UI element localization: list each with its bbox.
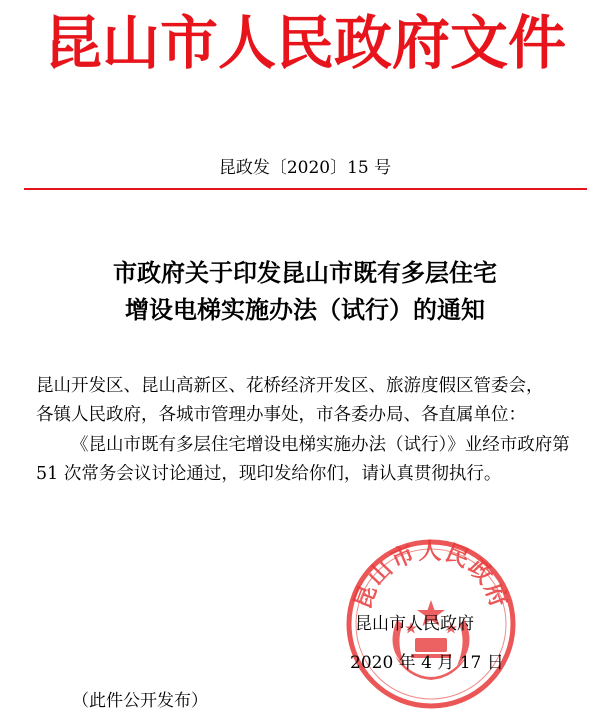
issuer-signature: 昆山市人民政府: [355, 614, 474, 634]
document-number: 昆政发〔2020〕15 号: [218, 158, 392, 178]
header-red-rule: [24, 188, 587, 190]
body-paragraph: 《昆山市既有多层住宅增设电梯实施办法（试行）》业经市政府第 51 次常务会议讨论通过，现印发给你们，请认真贯彻执行。: [36, 434, 570, 485]
notice-title-line-1: 市政府关于印发昆山市既有多层住宅: [113, 258, 497, 287]
publication-note: （此件公开发布）: [72, 691, 208, 711]
document-header-title: 昆山市人民政府文件: [43, 9, 566, 77]
notice-title: [0, 254, 610, 328]
svg-text:昆山市人民政府: 昆山市人民政府: [348, 538, 514, 613]
addressees-line-2: 各镇人民政府，各城市管理办事处，市各委办局、各直属单位：: [36, 405, 526, 426]
issue-date: 2020 年 4 月 17 日: [350, 653, 504, 673]
addressees-line-1: 昆山开发区、昆山高新区、花桥经济开发区、旅游度假区管委会，: [36, 376, 544, 396]
document-body: [36, 372, 586, 490]
notice-title-line-2: 增设电梯实施办法（试行）的通知: [125, 295, 485, 325]
